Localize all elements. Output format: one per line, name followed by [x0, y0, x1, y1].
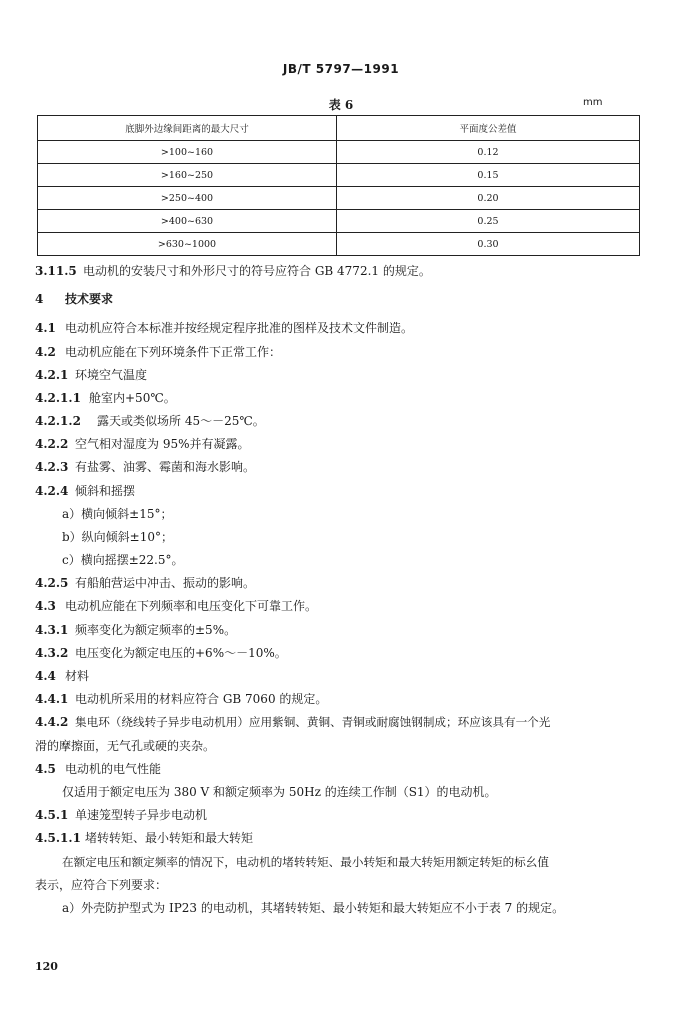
table-row — [38, 233, 640, 256]
clause-line: 4.4 材料 — [35, 669, 90, 683]
clause-line: 在额定电压和额定频率的情况下，电动机的堵转转矩、最小转矩和最大转矩用额定转矩的标幺值 — [62, 855, 549, 869]
clause-line: 4.2.1.1 舱室内+50℃。 — [35, 391, 176, 405]
clause-line: 4.4.1 电动机所采用的材料应符合 GB 7060 的规定。 — [35, 692, 328, 706]
list-item: a）外壳防护型式为 IP23 的电动机，其堵转转矩、最小转矩和最大转矩应不小于表 7 的规定。 — [62, 901, 565, 915]
clause-line: 4.3.1 频率变化为额定频率的±5%。 — [35, 623, 237, 637]
table-row — [38, 141, 640, 164]
table-cell: >400~630 — [38, 210, 337, 233]
table-cell: 0.20 — [337, 187, 640, 210]
list-item: b）纵向倾斜±10°； — [62, 530, 174, 544]
list-item: a）横向倾斜±15°； — [62, 507, 173, 521]
table-cell: >160~250 — [38, 164, 337, 187]
section-heading: 4 技术要求 — [35, 292, 114, 306]
clause-line: 4.2 电动机应能在下列环境条件下正常工作： — [35, 345, 282, 359]
clause-line: 4.2.5 有船舶营运中冲击、振动的影响。 — [35, 576, 256, 590]
table-cell: 0.12 — [337, 141, 640, 164]
clause-line: 滑的摩擦面，无气孔或硬的夹杂。 — [35, 739, 216, 753]
table-cell: 0.25 — [337, 210, 640, 233]
table-cell: >630~1000 — [38, 233, 337, 256]
table-row — [38, 187, 640, 210]
table-cell: 0.15 — [337, 164, 640, 187]
table-cell: 0.30 — [337, 233, 640, 256]
standard-header: JB/T 5797—1991 — [282, 62, 400, 76]
clause-line: 4.2.4 倾斜和摇摆 — [35, 484, 136, 498]
table-row — [38, 210, 640, 233]
clause-line: 4.2.1.2 露天或类似场所 45～－25℃。 — [35, 414, 265, 428]
clause-line: 4.2.1 环境空气温度 — [35, 368, 148, 382]
table-caption: 表 6 — [328, 98, 354, 112]
clause-line: 4.5 电动机的电气性能 — [35, 762, 162, 776]
table-cell: >250~400 — [38, 187, 337, 210]
column-header: 底脚外边缘间距离的最大尺寸 — [38, 116, 337, 141]
table-header-row — [38, 116, 640, 141]
table-cell: >100~160 — [38, 141, 337, 164]
clause-line: 表示，应符合下列要求： — [35, 878, 168, 892]
table-row — [38, 164, 640, 187]
clause-line: 4.3 电动机应能在下列频率和电压变化下可靠工作。 — [35, 599, 318, 613]
list-item: c）横向摇摆±22.5°。 — [62, 553, 184, 567]
clause-line: 4.2.3 有盐雾、油雾、霉菌和海水影响。 — [35, 460, 256, 474]
table-unit: mm — [583, 97, 603, 108]
page-number: 120 — [35, 960, 58, 973]
clause-line: 4.2.2 空气相对湿度为 95%并有凝露。 — [35, 437, 250, 451]
clause-line: 仅适用于额定电压为 380 V 和额定频率为 50Hz 的连续工作制（S1）的电动机。 — [62, 785, 497, 799]
flatness-tolerance-table — [37, 115, 640, 256]
clause-line: 4.4.2 集电环（绕线转子异步电动机用）应用紫铜、黄铜、青铜或耐腐蚀钢制成；环应该具有一个光 — [35, 715, 551, 729]
column-header: 平面度公差值 — [337, 116, 640, 141]
clause-line: 4.3.2 电压变化为额定电压的+6%～－10%。 — [35, 646, 287, 660]
clause-line: 4.5.1.1 堵转转矩、最小转矩和最大转矩 — [35, 831, 254, 845]
clause-line: 3.11.5 电动机的安装尺寸和外形尺寸的符号应符合 GB 4772.1 的规定。 — [35, 264, 431, 278]
clause-line: 4.1 电动机应符合本标准并按经规定程序批准的图样及技术文件制造。 — [35, 321, 414, 335]
clause-line: 4.5.1 单速笼型转子异步电动机 — [35, 808, 208, 822]
